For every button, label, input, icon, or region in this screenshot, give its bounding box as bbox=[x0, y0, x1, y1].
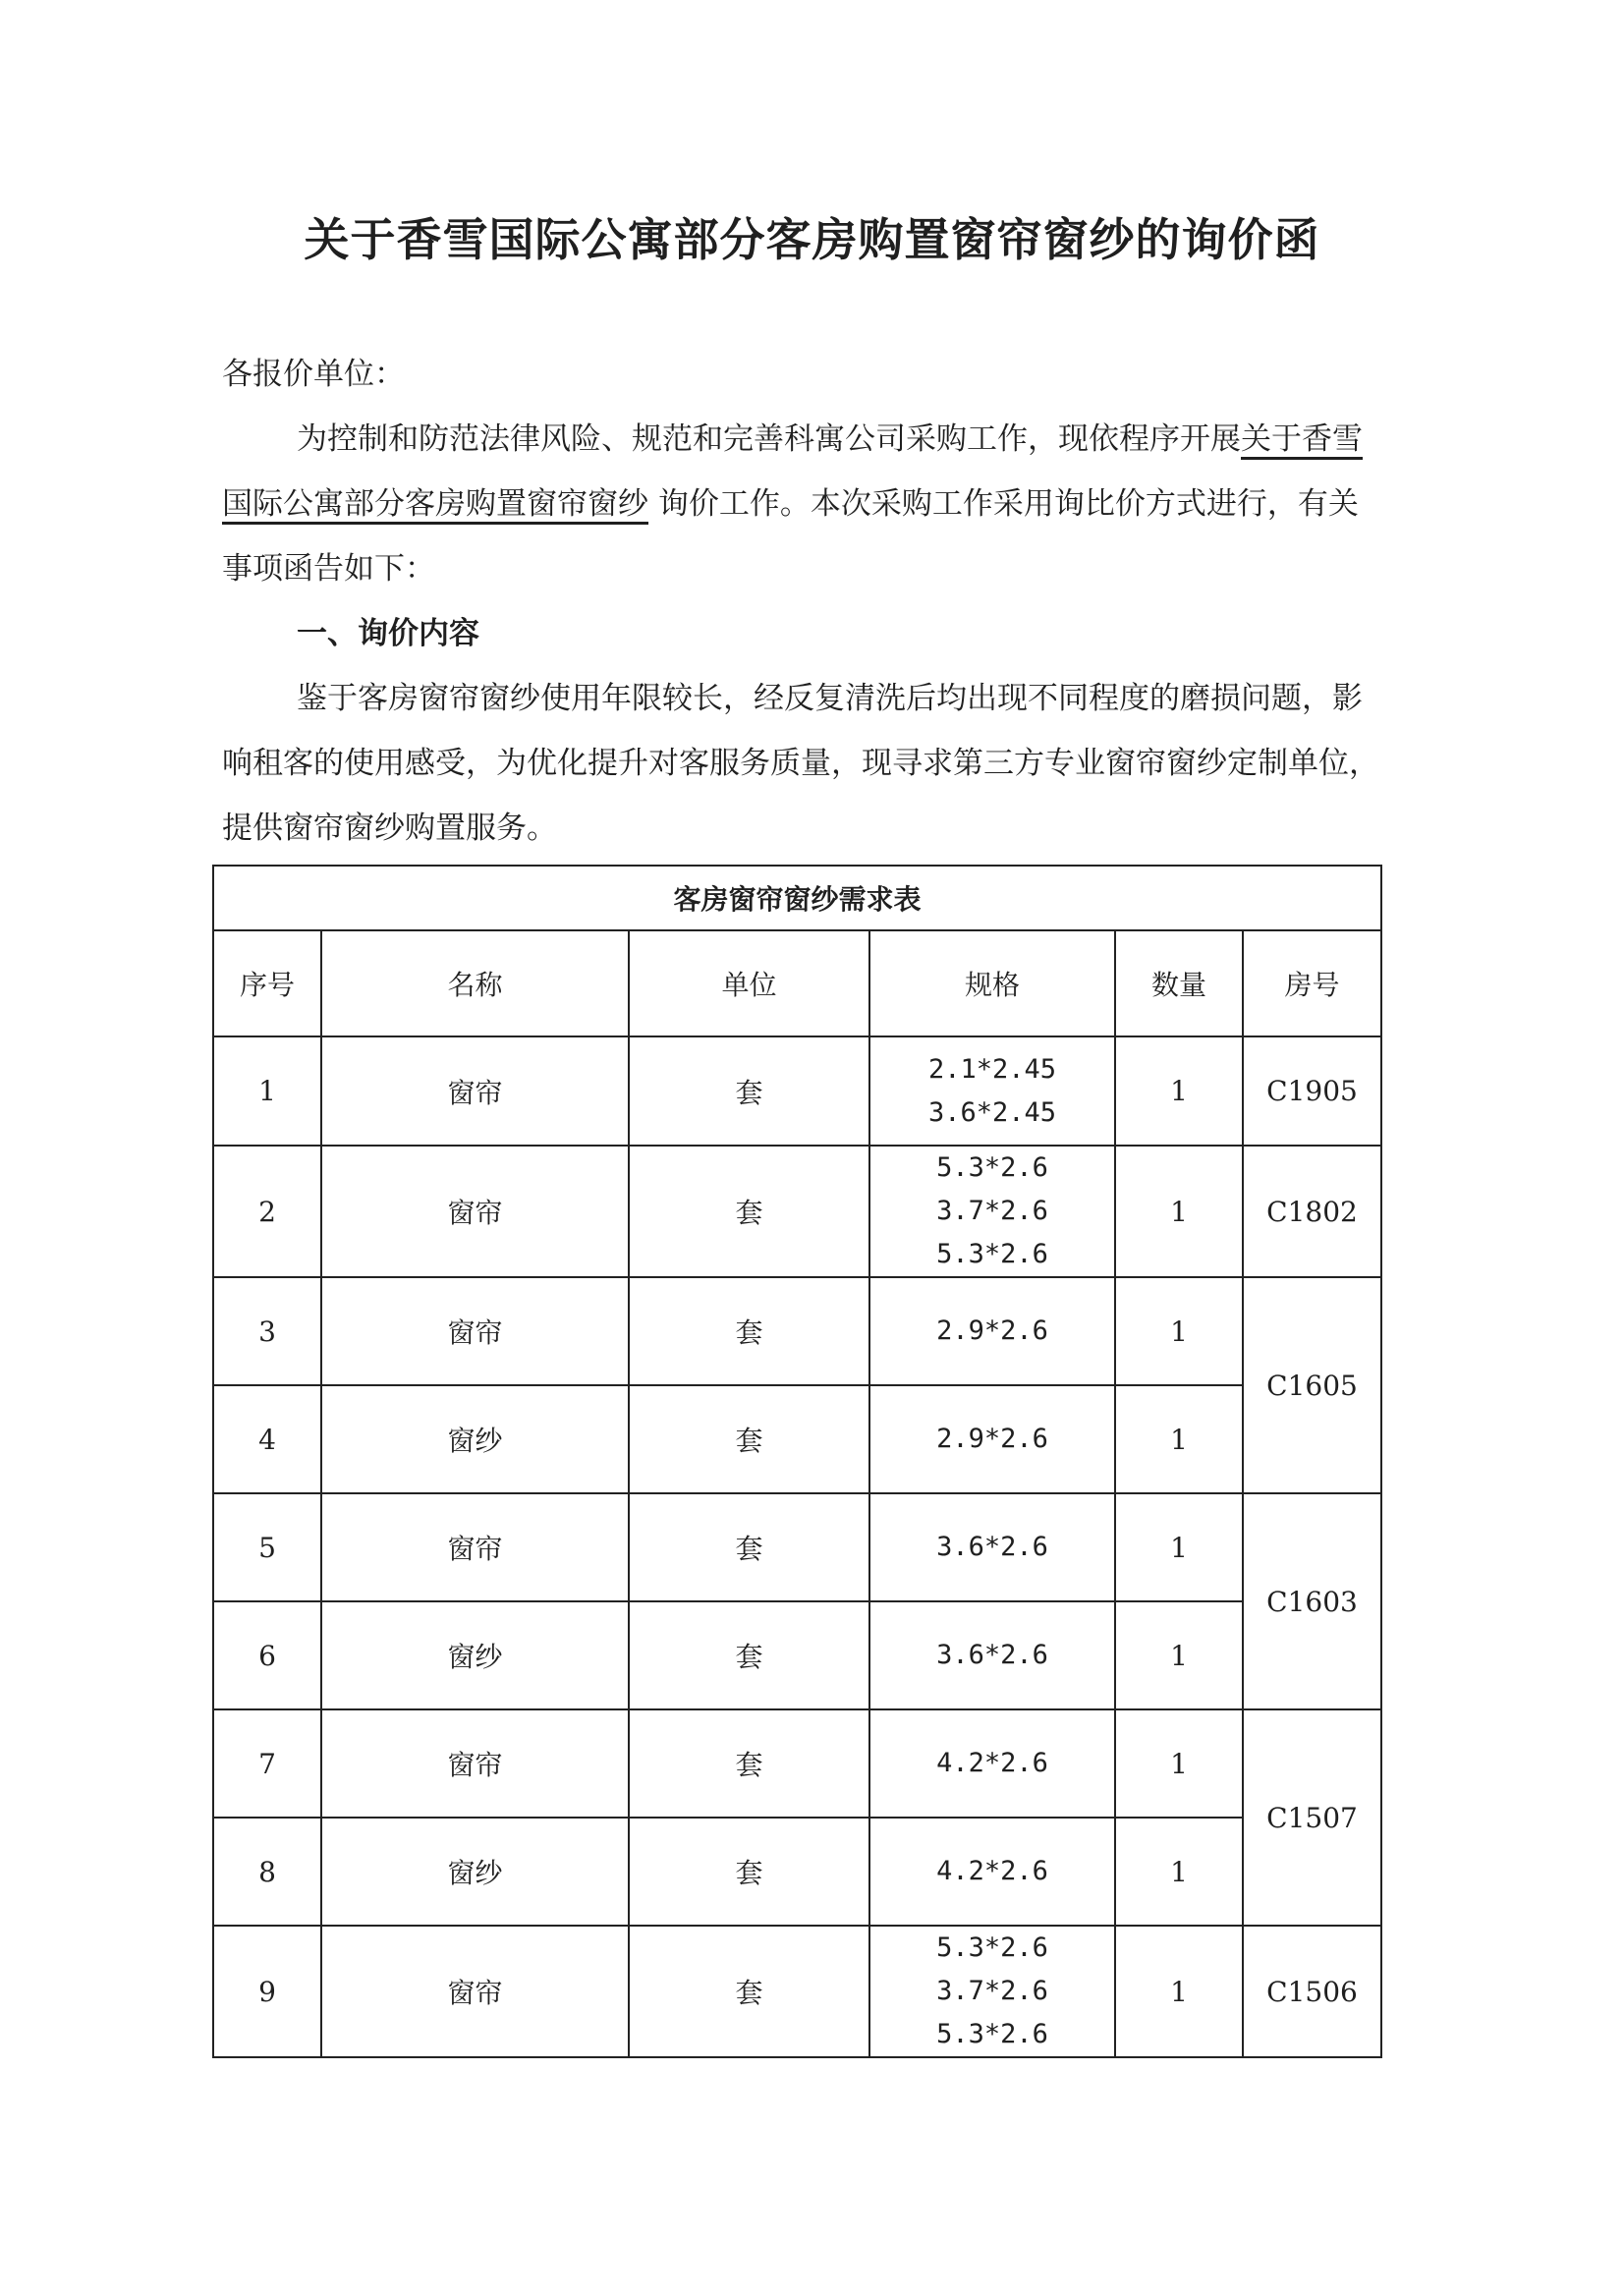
cell-name: 窗帘 bbox=[321, 1036, 629, 1146]
cell-name: 窗帘 bbox=[321, 1493, 629, 1601]
spec-line: 4.2*2.6 bbox=[936, 1856, 1048, 1886]
spec-line: 4.2*2.6 bbox=[936, 1748, 1048, 1778]
intro-before: 为控制和防范法律风险、规范和完善科寓公司采购工作，现依程序开展 bbox=[297, 421, 1241, 457]
table-row bbox=[213, 1146, 1381, 1277]
cell-name: 窗帘 bbox=[321, 1926, 629, 2057]
cell-qty: 1 bbox=[1115, 1709, 1243, 1818]
cell-name: 窗帘 bbox=[321, 1146, 629, 1277]
cell-name: 窗纱 bbox=[321, 1601, 629, 1709]
cell-unit: 套 bbox=[629, 1385, 869, 1493]
cell-name: 窗纱 bbox=[321, 1385, 629, 1493]
cell-unit: 套 bbox=[629, 1277, 869, 1385]
cell-qty: 1 bbox=[1115, 1818, 1243, 1926]
spec-line: 5.3*2.6 bbox=[936, 1932, 1048, 1963]
cell-spec bbox=[869, 1601, 1115, 1709]
header-name: 名称 bbox=[321, 930, 629, 1036]
cell-unit: 套 bbox=[629, 1036, 869, 1146]
spec-line: 5.3*2.6 bbox=[936, 1239, 1048, 1269]
cell-spec bbox=[869, 1818, 1115, 1926]
table-row bbox=[213, 1036, 1381, 1146]
cell-index: 5 bbox=[213, 1493, 321, 1601]
table-caption: 客房窗帘窗纱需求表 bbox=[213, 866, 1381, 930]
requirements-table bbox=[212, 865, 1382, 2058]
cell-index: 2 bbox=[213, 1146, 321, 1277]
cell-name: 窗帘 bbox=[321, 1709, 629, 1818]
cell-spec bbox=[869, 1709, 1115, 1818]
cell-spec bbox=[869, 1926, 1115, 2057]
intro-after: 询价工作。本次采购工作采用询比价方式进行，有关事项函告如下： bbox=[222, 486, 1359, 587]
cell-room: C1603 bbox=[1243, 1493, 1381, 1709]
cell-qty: 1 bbox=[1115, 1385, 1243, 1493]
header-index: 序号 bbox=[213, 930, 321, 1036]
cell-qty: 1 bbox=[1115, 1493, 1243, 1601]
cell-unit: 套 bbox=[629, 1493, 869, 1601]
table-row bbox=[213, 1277, 1381, 1385]
table-row bbox=[213, 1385, 1381, 1493]
cell-index: 3 bbox=[213, 1277, 321, 1385]
cell-name: 窗帘 bbox=[321, 1277, 629, 1385]
section-paragraph: 鉴于客房窗帘窗纱使用年限较长，经反复清洗后均出现不同程度的磨损问题，影响租客的使用感受，为优化提升对客服务质量，现寻求第三方专业窗帘窗纱定制单位，提供窗帘窗纱购置服务。 bbox=[222, 681, 1379, 846]
cell-unit: 套 bbox=[629, 1146, 869, 1277]
cell-room: C1507 bbox=[1243, 1709, 1381, 1926]
document-title: 关于香雪国际公寓部分客房购置窗帘窗纱的询价函 bbox=[304, 213, 1320, 266]
cell-qty: 1 bbox=[1115, 1277, 1243, 1385]
cell-spec bbox=[869, 1277, 1115, 1385]
cell-unit: 套 bbox=[629, 1709, 869, 1818]
cell-spec bbox=[869, 1493, 1115, 1601]
salutation: 各报价单位： bbox=[222, 357, 405, 392]
table-row bbox=[213, 1926, 1381, 2057]
cell-index: 1 bbox=[213, 1036, 321, 1146]
intro-project-name: 关于香雪国际公寓部分客房购置窗帘窗纱 bbox=[222, 421, 1363, 522]
cell-spec bbox=[869, 1146, 1115, 1277]
cell-spec bbox=[869, 1036, 1115, 1146]
cell-spec bbox=[869, 1385, 1115, 1493]
cell-index: 8 bbox=[213, 1818, 321, 1926]
cell-index: 7 bbox=[213, 1709, 321, 1818]
cell-room: C1605 bbox=[1243, 1277, 1381, 1493]
cell-qty: 1 bbox=[1115, 1601, 1243, 1709]
spec-line: 5.3*2.6 bbox=[936, 1152, 1048, 1183]
spec-line: 3.6*2.6 bbox=[936, 1532, 1048, 1562]
header-qty: 数量 bbox=[1115, 930, 1243, 1036]
intro-paragraph bbox=[222, 407, 1381, 601]
spec-line: 3.6*2.45 bbox=[927, 1096, 1057, 1128]
header-unit: 单位 bbox=[629, 930, 869, 1036]
table-row bbox=[213, 1493, 1381, 1601]
table-header-row bbox=[213, 930, 1381, 1036]
table-row bbox=[213, 1818, 1381, 1926]
spec-line: 3.6*2.6 bbox=[936, 1640, 1048, 1670]
table-row bbox=[213, 1709, 1381, 1818]
cell-room: C1506 bbox=[1243, 1926, 1381, 2057]
header-spec: 规格 bbox=[869, 930, 1115, 1036]
spec-line: 5.3*2.6 bbox=[936, 2019, 1048, 2049]
cell-room: C1802 bbox=[1243, 1146, 1381, 1277]
spec-line: 3.7*2.6 bbox=[936, 1196, 1048, 1226]
spec-line: 2.1*2.45 bbox=[927, 1053, 1057, 1085]
cell-unit: 套 bbox=[629, 1601, 869, 1709]
cell-qty: 1 bbox=[1115, 1926, 1243, 2057]
spec-line: 3.7*2.6 bbox=[936, 1976, 1048, 2006]
spec-line: 2.9*2.6 bbox=[936, 1315, 1048, 1346]
spec-line: 2.9*2.6 bbox=[936, 1424, 1048, 1454]
cell-index: 4 bbox=[213, 1385, 321, 1493]
section-heading: 一、询价内容 bbox=[297, 616, 479, 651]
cell-name: 窗纱 bbox=[321, 1818, 629, 1926]
cell-qty: 1 bbox=[1115, 1146, 1243, 1277]
cell-room: C1905 bbox=[1243, 1036, 1381, 1146]
cell-index: 6 bbox=[213, 1601, 321, 1709]
table-row bbox=[213, 1601, 1381, 1709]
cell-unit: 套 bbox=[629, 1818, 869, 1926]
cell-index: 9 bbox=[213, 1926, 321, 2057]
header-room: 房号 bbox=[1243, 930, 1381, 1036]
cell-qty: 1 bbox=[1115, 1036, 1243, 1146]
cell-unit: 套 bbox=[629, 1926, 869, 2057]
